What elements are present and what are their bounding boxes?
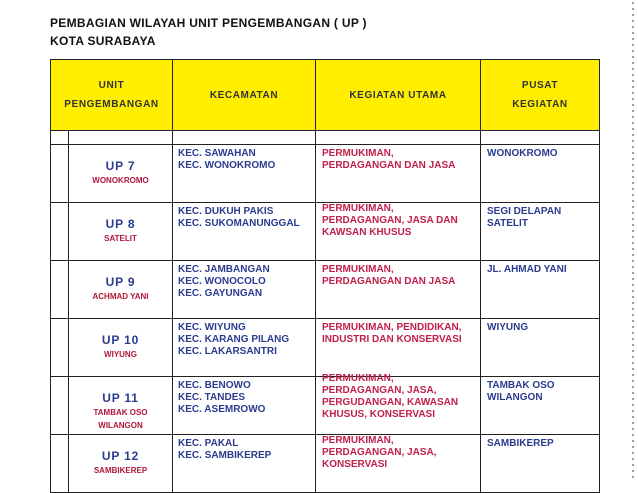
unit-cell: [69, 203, 173, 261]
unit-name: UP 12: [101, 449, 140, 463]
pusat-cell: [481, 319, 600, 377]
row-margin-cell: [51, 377, 69, 435]
row-margin-cell: [51, 435, 69, 493]
row-margin-cell: [51, 261, 69, 319]
kecamatan-cell: [173, 261, 316, 319]
pusat-cell: [481, 203, 600, 261]
kecamatan-cell: [173, 319, 316, 377]
pusat-cell-line: TAMBAK OSO: [487, 380, 555, 391]
kegiatan-cell-line: PERDAGANGAN, JASA,: [322, 385, 437, 396]
pusat-cell-line: SEGI DELAPAN: [487, 206, 562, 217]
unit-cell: [69, 319, 173, 377]
kegiatan-cell: [316, 435, 481, 493]
kecamatan-cell-line: KEC. BENOWO: [178, 380, 251, 391]
unit-pengembangan-table: [50, 59, 600, 493]
table-row: [51, 319, 600, 377]
kegiatan-cell: [316, 261, 481, 319]
kegiatan-cell: [316, 145, 481, 203]
kecamatan-cell-line: KEC. WONOKROMO: [178, 160, 276, 171]
kecamatan-cell: [173, 377, 316, 435]
pusat-cell: [481, 435, 600, 493]
kecamatan-cell: [173, 203, 316, 261]
kecamatan-cell-line: KEC. WIYUNG: [178, 322, 246, 333]
kecamatan-cell: [173, 435, 316, 493]
unit-cell: [69, 261, 173, 319]
kegiatan-cell-line: PERMUKIMAN,: [322, 148, 394, 159]
row-margin-cell: [51, 319, 69, 377]
unit-cell: [69, 377, 173, 435]
header-unit: UNIT PENGEMBANGAN: [51, 60, 173, 131]
page-title: [50, 14, 470, 50]
unit-subtitle: WIYUNG: [104, 350, 137, 359]
kecamatan-cell-line: KEC. SAWAHAN: [178, 148, 256, 159]
kegiatan-cell-line: KHUSUS, KONSERVASI: [322, 409, 435, 420]
kegiatan-cell-line: PERDAGANGAN DAN JASA: [322, 276, 456, 287]
kecamatan-cell-line: KEC. TANDES: [178, 392, 246, 403]
kegiatan-cell-line: PERMUKIMAN,: [322, 203, 394, 214]
unit-cell: [69, 435, 173, 493]
spacer-row: [51, 131, 600, 145]
pusat-cell: [481, 145, 600, 203]
kecamatan-cell-line: KEC. WONOCOLO: [178, 276, 266, 287]
kecamatan-cell-line: KEC. GAYUNGAN: [178, 288, 263, 299]
pusat-cell-line: SATELIT: [487, 218, 528, 229]
kecamatan-cell-line: KEC. SAMBIKEREP: [178, 450, 272, 461]
unit-subtitle: SAMBIKEREP: [93, 466, 148, 475]
kegiatan-cell-line: PERDAGANGAN, JASA,: [322, 447, 437, 458]
pusat-cell-line: JL. AHMAD YANI: [487, 264, 567, 275]
table-row: [51, 203, 600, 261]
kecamatan-cell-line: KEC. LAKARSANTRI: [178, 346, 277, 357]
kegiatan-cell: [316, 203, 481, 261]
header-pusat: PUSAT KEGIATAN: [481, 60, 600, 131]
pusat-cell-line: SAMBIKEREP: [487, 438, 554, 449]
unit-name: UP 11: [102, 391, 139, 405]
kegiatan-cell-line: INDUSTRI DAN KONSERVASI: [322, 334, 462, 345]
table-row: [51, 377, 600, 435]
kegiatan-cell-line: KAWSAN KHUSUS: [322, 227, 412, 238]
kegiatan-cell-line: PERGUDANGAN, KAWASAN: [322, 397, 459, 408]
unit-subtitle: ACHMAD YANI: [92, 292, 149, 301]
unit-subtitle: TAMBAK OSO: [93, 408, 148, 417]
unit-name: UP 9: [105, 275, 136, 289]
decorative-dot-border: [628, 0, 638, 479]
row-margin-cell: [51, 203, 69, 261]
kecamatan-cell-line: KEC. KARANG PILANG: [178, 334, 290, 345]
header-kecamatan: KECAMATAN: [173, 60, 316, 131]
kegiatan-cell-line: PERMUKIMAN,: [322, 264, 394, 275]
pusat-cell-line: WILANGON: [487, 392, 543, 403]
table-row: [51, 261, 600, 319]
row-margin-cell: [51, 145, 69, 203]
unit-subtitle: WILANGON: [98, 421, 143, 430]
unit-subtitle: WONOKROMO: [92, 176, 149, 185]
table-row: [51, 435, 600, 493]
kecamatan-cell-line: KEC. JAMBANGAN: [178, 264, 270, 275]
kegiatan-cell-line: PERMUKIMAN,: [322, 435, 394, 446]
kecamatan-cell-line: KEC. PAKAL: [178, 438, 239, 449]
table-row: [51, 145, 600, 203]
kegiatan-cell-line: PERMUKIMAN, PENDIDIKAN,: [322, 322, 462, 333]
pusat-cell: [481, 377, 600, 435]
kegiatan-cell-line: KONSERVASI: [322, 459, 388, 470]
pusat-cell-line: WIYUNG: [487, 322, 529, 333]
pusat-cell: [481, 261, 600, 319]
unit-name: UP 8: [105, 217, 136, 231]
kegiatan-cell-line: PERDAGANGAN DAN JASA: [322, 160, 456, 171]
unit-name: UP 7: [105, 159, 136, 173]
kecamatan-cell: [173, 145, 316, 203]
kegiatan-cell-line: PERDAGANGAN, JASA DAN: [322, 215, 458, 226]
kecamatan-cell-line: KEC. DUKUH PAKIS: [178, 206, 274, 217]
title-line-1: PEMBAGIAN WILAYAH UNIT PENGEMBANGAN ( UP ): [50, 16, 367, 30]
title-line-2: KOTA SURABAYA: [50, 34, 156, 48]
table-header-row: [51, 60, 600, 131]
kecamatan-cell-line: KEC. ASEMROWO: [178, 404, 266, 415]
unit-cell: [69, 145, 173, 203]
header-kegiatan: KEGIATAN UTAMA: [316, 60, 481, 131]
unit-name: UP 10: [101, 333, 140, 347]
unit-subtitle: SATELIT: [104, 234, 137, 243]
kegiatan-cell: [316, 319, 481, 377]
kegiatan-cell: [316, 373, 481, 435]
pusat-cell-line: WONOKROMO: [487, 148, 558, 159]
kegiatan-cell-line: PERMUKIMAN,: [322, 373, 394, 384]
kecamatan-cell-line: KEC. SUKOMANUNGGAL: [178, 218, 300, 229]
